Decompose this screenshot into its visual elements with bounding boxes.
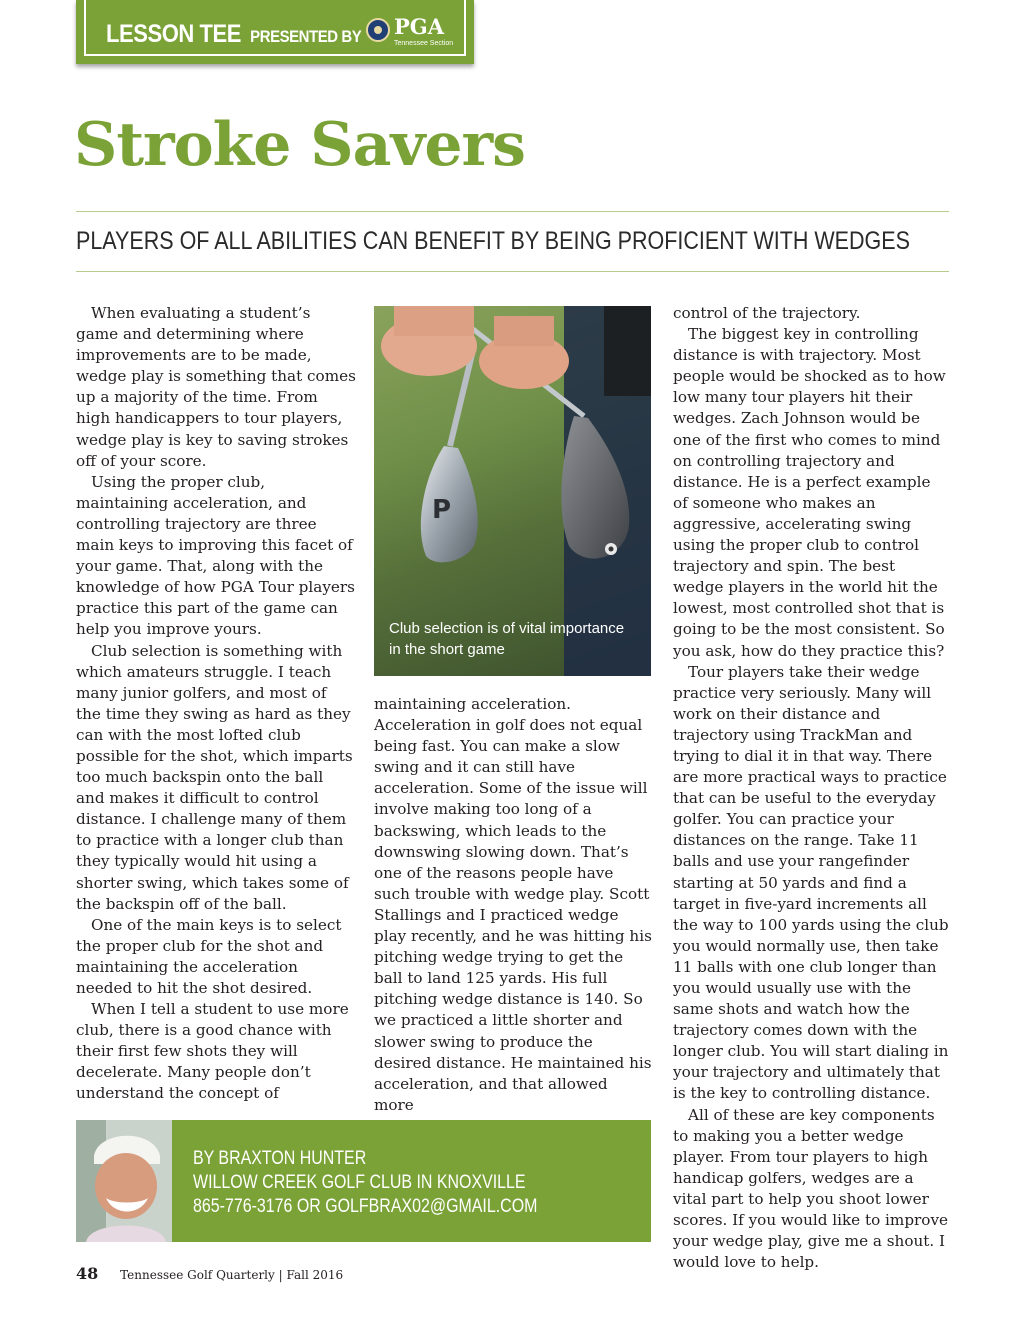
sponsor-logo: PGA (394, 14, 445, 39)
pga-seal-icon (366, 18, 390, 42)
paragraph: When evaluating a student’s game and determining where improvements are to be made, wedge play is something that comes up a majority of the time. From high handicappers to tour players, wedge play is key to saving strokes off of your score. (76, 304, 356, 470)
author-name: BY BRAXTON HUNTER (193, 1148, 367, 1169)
divider-bottom (76, 271, 949, 272)
sponsor-section: Tennessee Section (394, 40, 454, 47)
article-headline: Stroke Savers (74, 110, 525, 180)
author-club: WILLOW CREEK GOLF CLUB IN KNOXVILLE (193, 1172, 526, 1193)
author-portrait (76, 1120, 172, 1242)
author-photo (76, 1120, 172, 1242)
photo-caption: Club selection is of vital importance in the short game (389, 620, 625, 658)
paragraph: The biggest key in controlling distance is with trajectory. Most people would be shocked as to how low many tour players hit their wedges. Zach Johnson would be one of the first who comes to mind on controlling trajectory and distance. He is a perfect example of someone who makes an aggressive, accelerating swing using the proper club to control trajectory and spin. The best wedge players in the world hit the lowest, most controlled shot that is going to be the most consistent. So you ask, how do they practice this? (673, 325, 946, 660)
article-subhead: PLAYERS OF ALL ABILITIES CAN BENEFIT BY BEING PROFICIENT WITH WEDGES (76, 227, 910, 255)
author-byline-box (76, 1120, 651, 1242)
banner-title-text: LESSON TEE (106, 20, 241, 48)
author-contact: 865-776-3176 OR GOLFBRAX02@GMAIL.COM (193, 1196, 538, 1217)
paragraph: Tour players take their wedge practice very seriously. Many will work on their distance and trajectory using TrackMan and trying to dial it in that way. There are more practical ways to practice that can be useful to the everyday golfer. You can practice your distances on the range. Take 11 balls and use your rangefinder starting at 50 yards and find a target in five-yard increments all the way to 100 yards using the club you would normally use, then take 11 balls with one club longer than you would usually use with the same shots and watch how the trajectory comes down with the longer club. You will start dialing in your trajectory and ultimately that is the key to controlling distance. (673, 662, 949, 1103)
column-2 (374, 694, 652, 1116)
paragraph: One of the main keys is to select the proper club for the shot and maintaining the acceleration needed to hit the shot desired. (76, 915, 342, 997)
paragraph: Using the proper club, maintaining acceleration, and controlling trajectory are three main keys to improving this facet of your game. That, along with the knowledge of how PGA Tour players practice this part of the game can help you improve yours. (76, 472, 355, 639)
banner-title (106, 20, 361, 49)
paragraph: All of these are key components to making you a better wedge player. From tour players to high handicap golfers, wedges are a vital part to help you shoot lower scores. If you would like to improve your wedge play, give me a shout. I would love to help. (673, 1105, 949, 1272)
paragraph: maintaining acceleration. Acceleration in golf does not equal being fast. You can make a slow swing and it can still have acceleration. Some of the issue will involve making too long of a backswing, which leads to the downswing slowing down. That’s one of the reasons people have such trouble with wedge play. Scott Stallings and I practiced wedge play recently, and he was hitting his pitching wedge trying to get the ball to land 125 yards. His full pitching wedge distance is 140. So we practiced a little shorter and slower swing to produce the desired distance. He maintained his acceleration, and that allowed more (374, 695, 652, 1114)
paragraph: Club selection is something with which amateurs struggle. I teach many junior golfers, and most of the time they swing as hard as they can with the most lofted club possible for the shot, which imparts too much backspin onto the ball and makes it difficult to control distance. I challenge many of them to practice with a longer club than they typically would hit using a shorter swing, which takes some of the backspin off of the ball. (76, 641, 353, 913)
banner-presented-by: PRESENTED BY (250, 27, 362, 46)
publication-name: Tennessee Golf Quarterly | Fall 2016 (120, 1268, 344, 1282)
lesson-tee-banner (76, 0, 474, 64)
page-footer (76, 1264, 343, 1283)
divider-top (76, 211, 949, 212)
paragraph: control of the trajectory. (673, 304, 861, 322)
column-3 (673, 303, 949, 1273)
svg-text:P: P (432, 495, 452, 525)
byline-text (193, 1147, 537, 1219)
wedge-photo (374, 306, 651, 676)
column-1 (76, 303, 356, 1105)
page-number: 48 (76, 1264, 99, 1283)
paragraph: When I tell a student to use more club, there is a good chance with their first few shots they will decelerate. Many people don’t understand the concept of (76, 1000, 349, 1103)
